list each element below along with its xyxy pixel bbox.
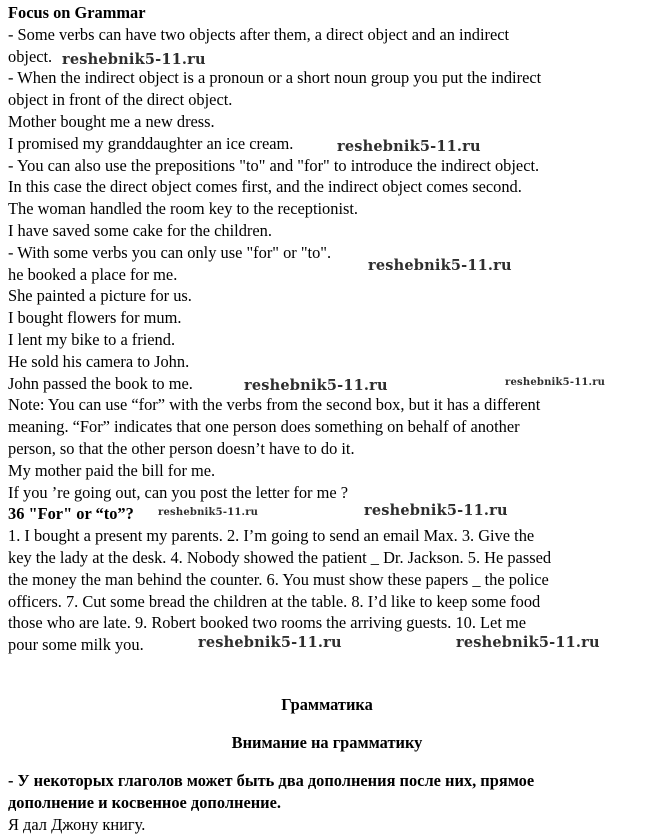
text-line: Mother bought me a new dress. (8, 111, 215, 131)
russian-rule-line: - У некоторых глаголов может быть два дополнения после них, прямое (8, 771, 535, 791)
text-line: - Some verbs can have two objects after them, a direct object and an indirect (8, 24, 510, 44)
exercise-line: 1. I bought a present my parents. 2. I’m going to send an email Max. 3. Give the (8, 526, 535, 546)
grammar-text (8, 24, 646, 504)
text-line: I lent my bike to a friend. (8, 329, 176, 349)
text-line: She painted a picture for us. (8, 286, 192, 306)
exercise-line: key the lady at the desk. 4. Nobody showed the patient _ Dr. Jackson. 5. He passed (8, 547, 552, 567)
text-line: I promised my granddaughter an ice cream. (8, 133, 294, 153)
exercise-heading: 36 "For" or “to”? (8, 504, 134, 524)
watermark: reshebnik5-11.ru (244, 377, 388, 394)
text-line: I have saved some cake for the children. (8, 220, 272, 240)
watermark: reshebnik5-11.ru (337, 138, 481, 155)
russian-title: Грамматика (281, 695, 373, 715)
watermark: reshebnik5-11.ru (198, 634, 342, 651)
watermark: reshebnik5-11.ru (505, 377, 606, 388)
exercise-line: pour some milk you. (8, 635, 144, 655)
russian-subtitle: Внимание на грамматику (231, 733, 423, 753)
watermark: reshebnik5-11.ru (368, 257, 512, 274)
text-line: meaning. “For” indicates that one person does something on behalf of another (8, 417, 520, 437)
watermark: reshebnik5-11.ru (456, 634, 600, 651)
text-line: he booked a place for me. (8, 264, 178, 284)
text-line: The woman handled the room key to the receptionist. (8, 199, 359, 219)
watermark: reshebnik5-11.ru (62, 51, 206, 68)
text-line: My mother paid the bill for me. (8, 460, 216, 480)
text-line: John passed the book to me. (8, 373, 193, 393)
text-line: - You can also use the prepositions "to" and "for" to introduce the indirect object. (8, 155, 540, 175)
exercise-line: the money the man behind the counter. 6. You must show these papers _ the police (8, 569, 549, 589)
text-line: - With some verbs you can only use "for" or "to". (8, 242, 332, 262)
text-line: object in front of the direct object. (8, 90, 233, 110)
text-line: He sold his camera to John. (8, 351, 190, 371)
text-line: In this case the direct object comes first, and the indirect object comes second. (8, 177, 522, 197)
section-heading: Focus on Grammar (8, 3, 146, 22)
watermark: reshebnik5-11.ru (364, 502, 508, 519)
exercise-line: those who are late. 9. Robert booked two rooms the arriving guests. 10. Let me (8, 613, 527, 633)
text-line: I bought flowers for mum. (8, 308, 182, 328)
text-line: Note: You can use “for” with the verbs from the second box, but it has a different (8, 395, 541, 415)
document-page (8, 2, 646, 836)
text-line: If you ’re going out, can you post the letter for me ? (8, 482, 349, 502)
watermark: reshebnik5-11.ru (158, 507, 259, 518)
spacer (8, 656, 646, 678)
russian-text-line: Я дал Джону книгу. (8, 815, 146, 835)
exercise-line: officers. 7. Cut some bread the children at the table. 8. I’d like to keep some food (8, 591, 541, 611)
russian-rule-line: дополнение и косвенное дополнение. (8, 793, 281, 813)
text-line: person, so that the other person doesn’t have to do it. (8, 438, 355, 458)
text-line: - When the indirect object is a pronoun or a short noun group you put the indirect (8, 68, 542, 88)
text-line: object. (8, 46, 53, 66)
